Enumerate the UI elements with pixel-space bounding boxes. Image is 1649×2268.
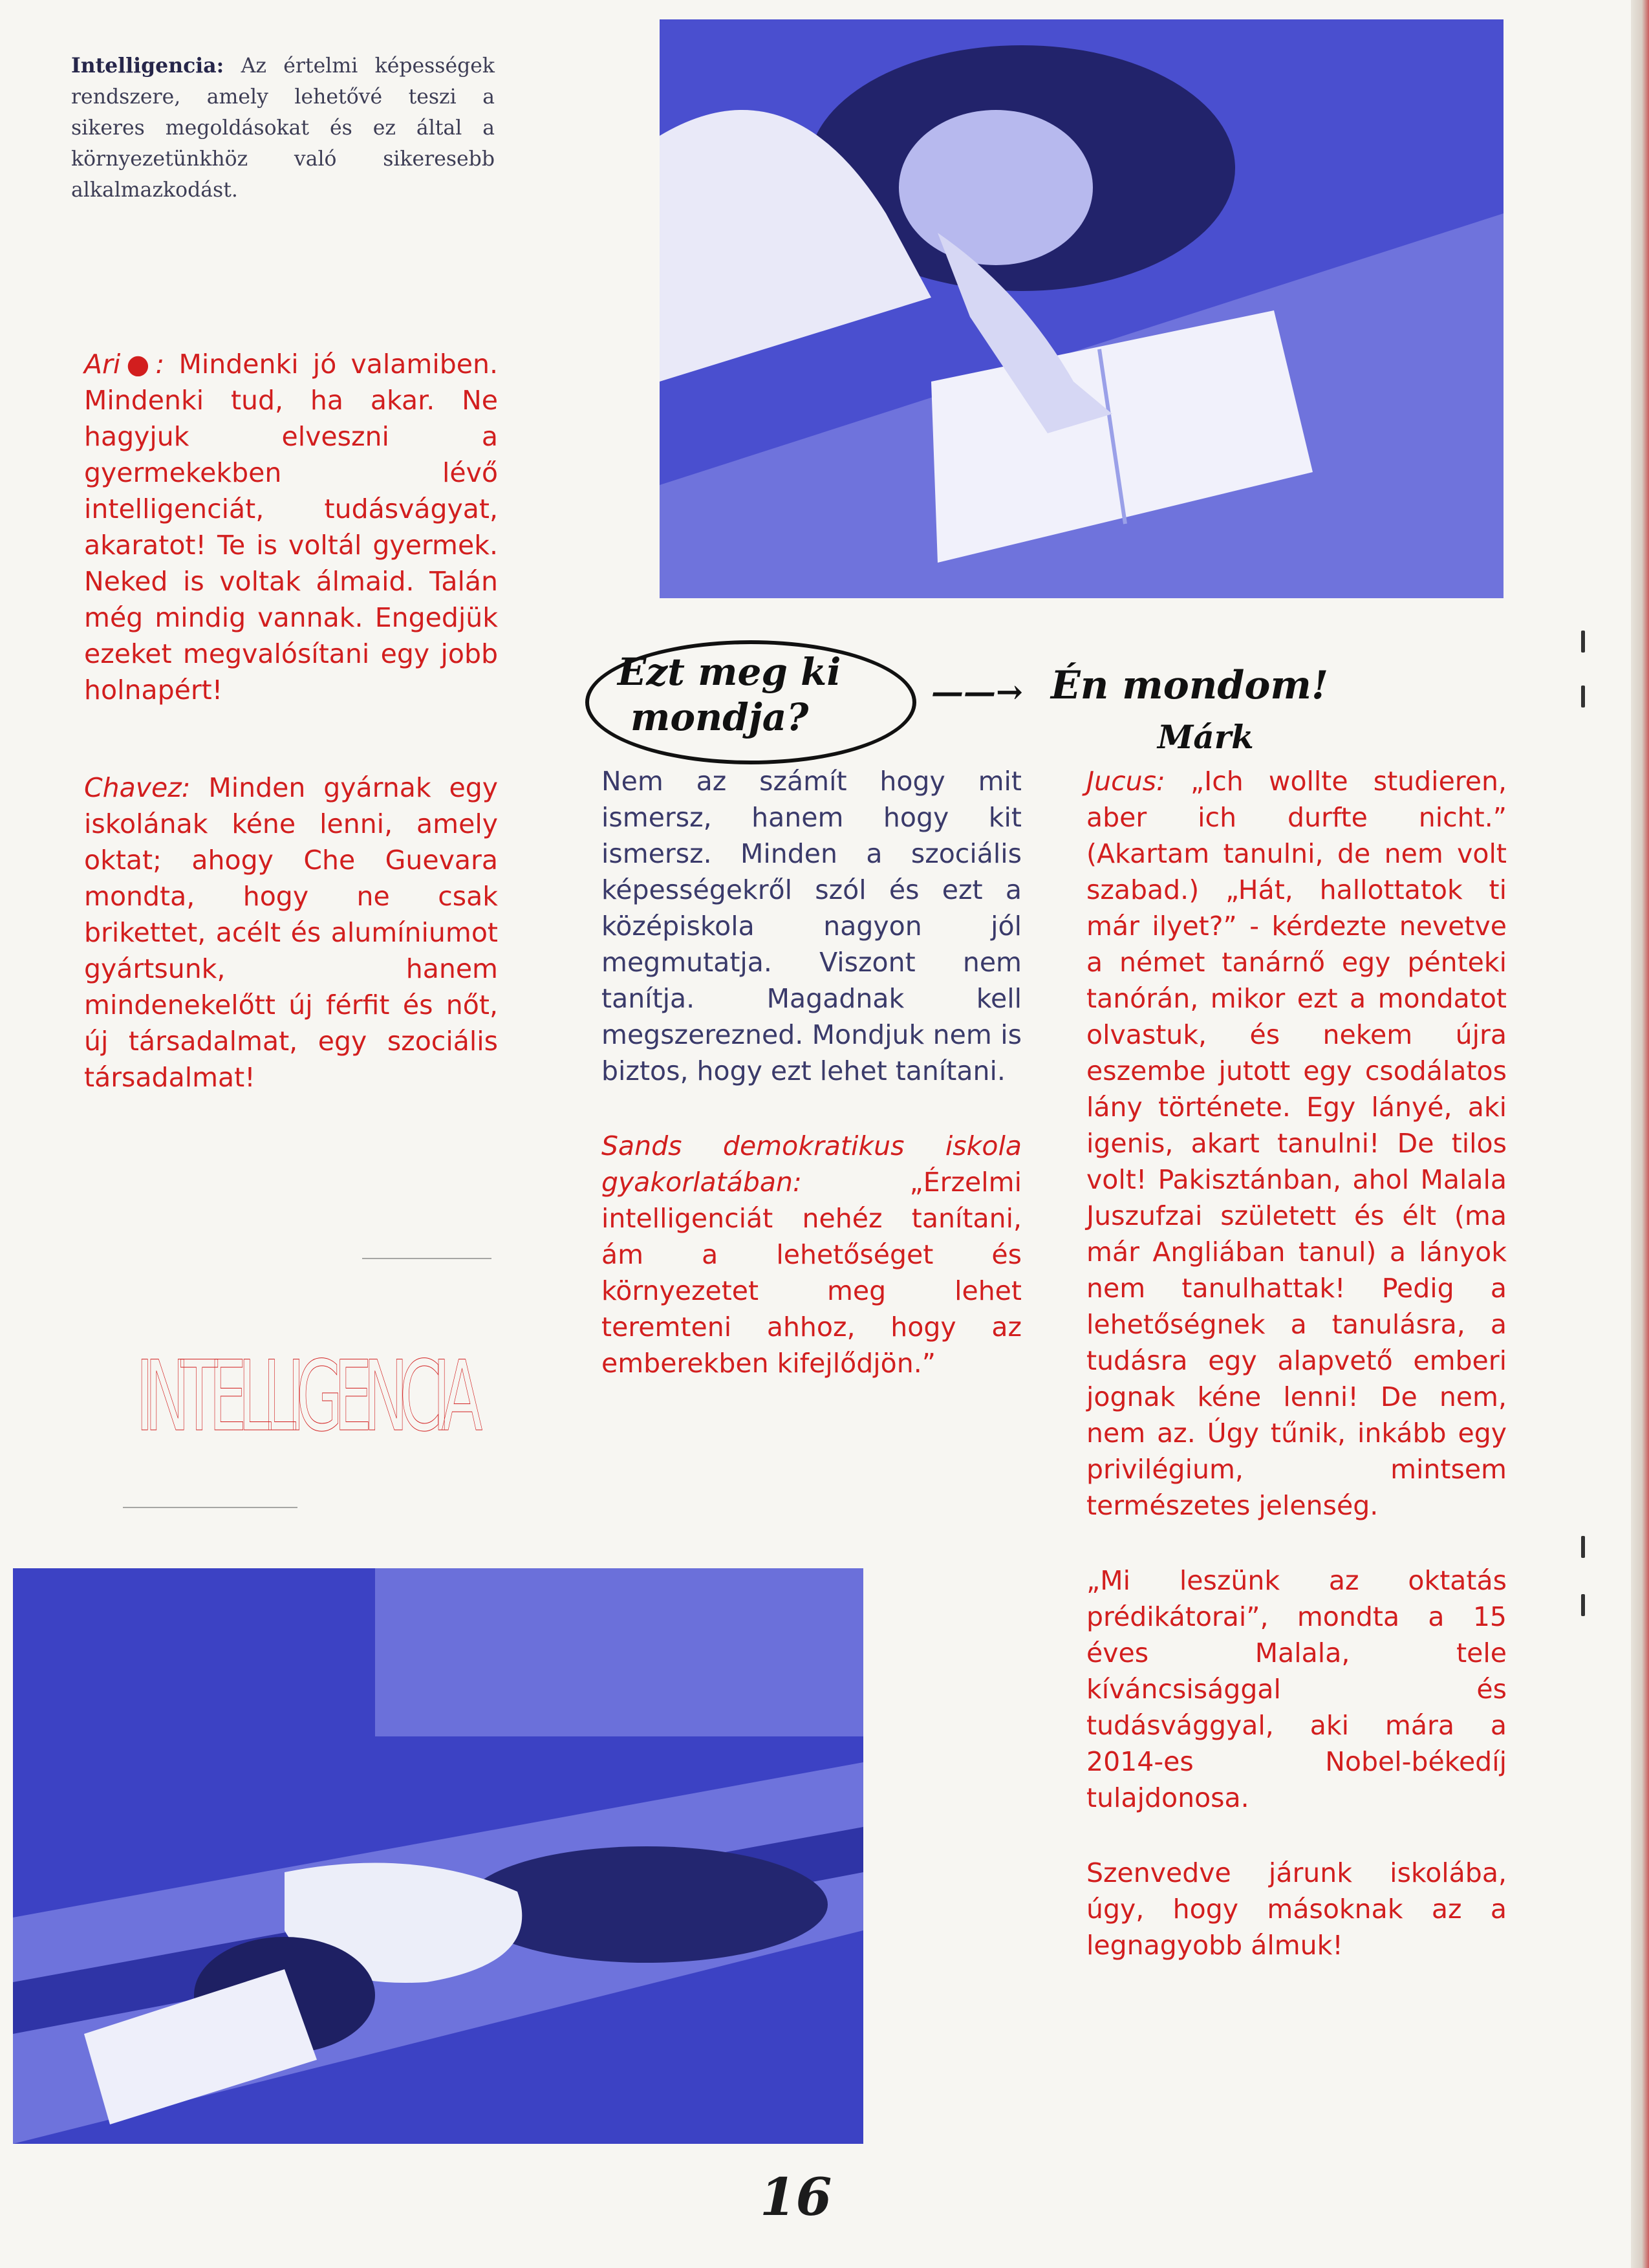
- bubble-text: Ezt meg ki: [618, 650, 841, 694]
- quote-text: Mindenki jó valamiben. Mindenki tud, ha akar. Ne hagyjuk elveszni a gyermekekben lévő intelligenciát, tudásvágyat, akaratot! Te is voltál gyermek. Neked is voltak álmaid. Talán még mindig vannak. Engedjük ezeket megvalósítani egy jobb holnapért!: [84, 349, 498, 706]
- left-column: [84, 346, 498, 1134]
- staple-mark: [1581, 631, 1585, 653]
- page-edge: [1631, 0, 1649, 2268]
- arrow-icon: ——→: [931, 673, 1023, 711]
- quote-text: „Érzelmi intelligenciát nehéz tanítani, ám a lehetőséget és környezetet meg lehet teremteni ahhoz, hogy az emberekben kifejlődjön.”: [601, 1167, 1022, 1379]
- bottom-photo: [13, 1568, 863, 2144]
- quote-ari: [84, 346, 498, 708]
- quote-speaker: Ari●:: [84, 349, 165, 380]
- malala-paragraph: „Mi leszünk az oktatás prédikátorai”, mondta a 15 éves Malala, tele kíváncsisággal és tudásvággyal, aki mára a 2014-es Nobel-békedíj tulajdonosa.: [1086, 1565, 1507, 1813]
- paragraph-text: „Ich wollte studieren, aber ich durfte nicht.” (Akartam tanulni, de nem volt szabad.) „Hát, hallottatok ti már ilyet?” - kérdezte nevetve a német tanárnő egy pénteki tanórán, mikor ezt a mondatot olvastuk, és nekem újra eszembe jutott egy csodálatos lány története. Egy lányé, aki igenis, akart tanulni! De tilos volt! Pakisztánban, ahol Malala Juszufzai született és élt (ma már Angliában tanul) a lányok nem tanulhattak! Pedig a lehetőségnek a tanulásra, a tudásra egy alapvető emberi jognak kéne lenni! De nem, nem az. Úgy tűnik, inkább egy privilégium, mintsem természetes jelenség.: [1086, 766, 1507, 1521]
- quote-speaker: Chavez:: [84, 772, 191, 803]
- definition-term: Intelligencia:: [71, 54, 224, 78]
- closing-paragraph: Szenvedve járunk iskolába, úgy, hogy másoknak az a legnagyobb álmuk!: [1086, 1857, 1507, 1961]
- middle-column: [601, 763, 1022, 1420]
- jucus-paragraph: [1086, 763, 1507, 1524]
- quote-speaker: Sands demokratikus iskola gyakorlatában:: [601, 1130, 1022, 1198]
- definition-block: [71, 50, 495, 206]
- quote-speaker: Jucus:: [1086, 766, 1165, 797]
- quote-chavez: [84, 770, 498, 1096]
- quote-text: Minden gyárnak egy iskolának kéne lenni, amely oktat; ahogy Che Guevara mondta, hogy ne csak brikettet, acélt és alumíniumot gyártsunk, hanem mindenekelőtt új férfit és nőt, új társadalmat, egy szociális társadalmat!: [84, 772, 498, 1093]
- handwritten-answer: Én mondom!: [1051, 663, 1329, 708]
- staple-mark: [1581, 686, 1585, 707]
- bubble-text: mondja?: [630, 695, 809, 739]
- top-photo: [660, 19, 1503, 598]
- staple-mark: [1581, 1594, 1585, 1616]
- right-column: [1086, 763, 1507, 2002]
- staple-mark: [1581, 1536, 1585, 1558]
- middle-paragraph: Nem az számít hogy mit ismersz, hanem hogy kit ismersz. Minden a szociális képességekről szól és ezt a középiskola nagyon jól megmutatja. Viszont nem tanítja. Magadnak kell megszerezned. Mondjuk nem is biztos, hogy ezt lehet tanítani.: [601, 766, 1022, 1086]
- sands-quote: [601, 1128, 1022, 1381]
- handwritten-signature: Márk: [1158, 718, 1254, 756]
- divider: [362, 1258, 491, 1259]
- page-number: 16: [760, 2166, 832, 2227]
- divider: [123, 1507, 297, 1508]
- definition-text: Az értelmi képességek rendszere, amely lehetővé teszi a sikeres megoldásokat és ez által a környezetünkhöz való sikeresebb alkalmazkodást.: [71, 54, 495, 202]
- intelligencia-title: INTELLIGENCIA: [136, 1341, 474, 1453]
